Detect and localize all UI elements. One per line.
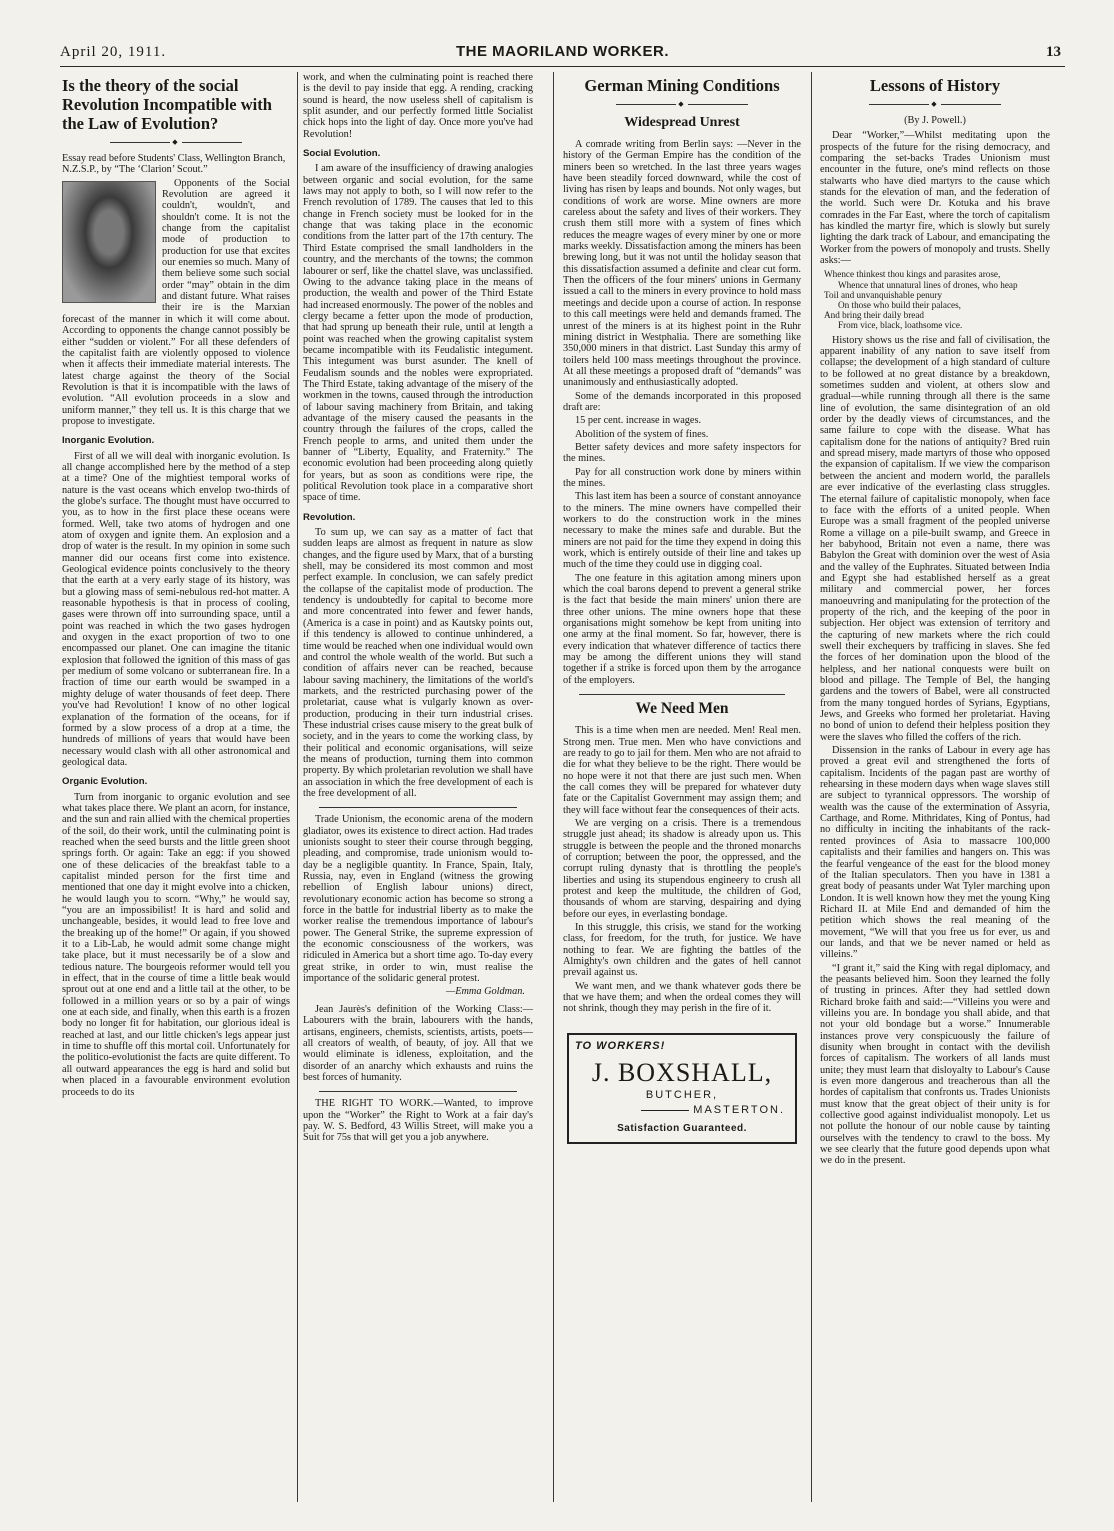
poem-line: From vice, black, loathsome vice. [838, 320, 963, 331]
classified-ad-text: THE RIGHT TO WORK.—Wanted, to improve upon the “Worker” the Right to Work at a fair day's pay. W. S. Bedford, 43 Willis Street, will make you a Suit for 75s that will get you a job anywhere. [303, 1098, 533, 1144]
paragraph: “I grant it,” said the King with regal diplomacy, and the peasants believed him. Soon they learned the folly of trusting in princes. After they had settled down Richard broke faith and said:—“Villeins you were and villeins you are. In bondage you shall abide, and that not your old bondage but a worse.” Innumerable instances prove very conspicuously the failure of disunity when brought in contact with the devilish forces of capitalism. The workers of all lands must unite; they must learn that disloyalty to Labour's Cause is even more dangerous and treacherous than all the hordes of capitalism that confronts us. Trades Unionists must know that the great object of their unity is for collective good against individualist monopoly. Let us not pollute the honour of our noble cause by tainting ourselves with the tendency to crawl to the boss. My we see clearly that the future good depends upon what we do in the present. [820, 962, 1050, 1167]
column-rule [553, 72, 554, 1502]
poem-line: On those who build their palaces, [838, 300, 961, 311]
ad-trade: BUTCHER, [645, 1089, 719, 1102]
page-header [60, 44, 1065, 67]
paragraph: We want men, and we thank whatever gods there be that we have them; and when the ordeal comes they will not shrink, though they may perish in the fire of it. [563, 980, 801, 1015]
paragraph: Trade Unionism, the economic arena of the modern gladiator, owes its existence to direct action. Had trades unionists sought to steer their course through begging, pleading, and compromise, trade unionism would to-day be a negligible quantity. In France, Spain, Italy, Russia, nay, even in England (witness the growing rebellion of English labour unions) direct, revolutionary economic action has become so strong a force in the battle for industrial liberty as to make the worker realise the tremendous importance of labour's power. The General Strike, the supreme expression of the economic consciousness of the workers, was ridiculed in America but a short time ago. To-day every great strike, in order to win, must realise the importance of the solidaric general protest. [303, 814, 533, 985]
article-title-we-need-men: We Need Men [635, 700, 729, 718]
paragraph: This last item has been a source of constant annoyance to the miners. The mine owners have compelled their workers to do the construction work in the mines necessary to make the mines safe and durable. But the miners are not paid for the time they expend in doing this work, which is entirely outside of their line and takes up much of the time they could use in digging coal. [563, 491, 801, 571]
article-intro: Essay read before Students' Class, Wellington Branch, N.Z.S.P., by “The ‘Clarion’ Scout.” [62, 153, 286, 176]
divider-ornament: ◆ [820, 99, 1050, 109]
paragraph: Jean Jaurès's definition of the Working Class:—Labourers with the brain, labourers with the hands, artisans, engineers, chemists, scientists, artists, poets—all creators of wealth, of beauty, of joy. All that we would eliminate is idleness, exploitation, and the disorder of an anarchy which exhausts and ruins the best forces of humanity. [303, 1003, 533, 1083]
masthead: THE MAORILAND WORKER. [456, 43, 669, 60]
divider-line [319, 807, 517, 808]
divider-ornament: ◆ [563, 99, 801, 109]
paragraph: This is a time when men are needed. Men! Real men. Strong men. True men. Men who have convictions and are ready to go to jail for them. Men who are not afraid to die for what they believe to be the right. There would be no hope were it not that there are just such men. When the call comes they will be prepared for whatever duty fate or the Capitalist Government may assign them; and they will face without fear the consequences of their acts. [563, 725, 801, 816]
article-title-german-mining: German Mining Conditions [584, 76, 780, 95]
paragraph: A comrade writing from Berlin says: —Never in the history of the German Empire has the condition of the miners been so wretched. In the last three years wages have been steadily forced downward, while the cost of living has risen by leaps and bounds. Not only wages, but conditions of work are worse. Mine owners are more careless about the safety and lives of their workers. They crush them still more with a system of fines which reduces the meagre wages of every miner by one or more marks weekly. Dissatisfaction among the miners has been brewing long, but it was not until the holiday season that this dissatisfaction assumed a definite and clear cut form. Then the officers of the four miners' unions in Germany issued a call to the miners in every province to hold mass meetings and decide upon a course of action. In response to this call meetings were held and demands framed. The unrest of the miners is at its highest point in the Ruhr mining district in Westphalia. There are something like 350,000 miners in that district. Last Sunday this army of toilers held 100 mass meetings throughout the province. At all these meetings a proposed draft of “demands” was unanimously and enthusiastically adopted. [563, 139, 801, 389]
article-subtitle: Widespread Unrest [624, 115, 740, 130]
paragraph: Dissension in the ranks of Labour in every age has proved a great evil and strengthened the forts of capitalism. Incidents of the pagan past are worthy of rehearsing in these modern days when wage slaves still are subject to tyrannical oppressors. The worship of wealth was the cause of the extermination of Assyria, Carthage, and Rome. Mithridates, King of Pontus, had no difficulty in inciting the inhabitants of the rack-rented provinces of Asia to massacre 100,000 capitalists and their families and hangers on. This was the fearful vengeance of the east for the blood money of the Italian speculators. Then you have in 1381 a great body of peasants under Wat Tyler marching upon London. It is well known how they met the young King Richard II. at Mile End and demanded of him the petition which shows the real meaning of the movement, “We will that you free us for ever, us and our lands, and that we be never named or held as villeins.” [820, 745, 1050, 961]
issue-date: April 20, 1911. [60, 44, 167, 60]
column-rule [811, 72, 812, 1502]
paragraph: We are verging on a crisis. There is a tremendous struggle just ahead; its shadow is already upon us. This struggle is between the people and the throned monarchs of corruption; between the poor, the oppressed, and the corrupt ruling dynasty that is throttling the people's liberties and using its stupendous engineery to crush all protest and keep the multitude, the children of God, thousands of whom are starving, despairing and dying before our eyes, in everlasting bondage. [563, 817, 801, 920]
article-title-evolution: Is the theory of the social Revolution Incompatible with the Law of Evolution? [62, 76, 272, 133]
demand-item: Pay for all construction work done by miners within the mines. [563, 466, 801, 489]
poem-line: And bring their daily bread [824, 310, 925, 321]
quote-attribution: —Emma Goldman. [446, 986, 525, 998]
paragraph: Dear “Worker,”—Whilst meditating upon the prospects of the future for the rising democracy, and comparing the set-backs Trades Unionism must encounter in the future, one's mind reflects on those stalwarts who have died martyrs to the cause which stands for the elevation of man, and the federation of the world. Such were Dr. Kotuka and his brave comrades in the Far East, where the torch of capitalism has kindled the martyr fire, which is slowly but surely lighting the dark track of Labour, and emancipating the Worker from the powers of monopoly and trusts. Shelly asks:— [820, 130, 1050, 267]
poem-quote [824, 269, 1050, 330]
paragraph: Some of the demands incorporated in this proposed draft are: [563, 390, 801, 413]
page-number: 13 [1046, 44, 1061, 60]
column-2 [303, 72, 533, 1502]
poem-line: Whence that unnatural lines of drones, who heap [838, 279, 1018, 290]
ad-town: MASTERTON. [579, 1105, 785, 1116]
column-4 [820, 72, 1050, 1502]
demand-item: 15 per cent. increase in wages. [575, 415, 702, 427]
butcher-advertisement [567, 1033, 797, 1144]
paragraph: work, and when the culminating point is reached there is the devil to pay inside that egg. A rending, cracking sound is heard, the now useless shell of capitalism is split asunder, and our perfectly formed little Socialist chick hops into the light of day. Once more you've had Revolution! [303, 72, 533, 140]
section-heading: Social Evolution. [303, 148, 381, 160]
column-1 [62, 72, 290, 1502]
poem-line: Whence thinkest thou kings and parasites arose, [824, 269, 1001, 280]
divider-ornament: ◆ [62, 137, 290, 147]
section-heading: Revolution. [303, 511, 356, 523]
paragraph: Opponents of the Social Revolution are agreed it couldn't, wouldn't, and shouldn't come. It is not the change from the capitalist mode of production to production for use that excites our enemies so much. Many of them believe some such social order “may” obtain in the dim and distant future. What raises their ire is the Marxian forecast of the manner in which it will come about. According to opponents the change cannot possibly be either “sudden or violent.” For all these defenders of the capitalist faith are violently opposed to violence when it affects their immediate material interests. The latest charge against the theory of the Social Revolution is that it is incompatible with the laws of evolution. “All evolution proceeds in a slow and uniform manner,” they tell us. It is this charge that we propose to investigate. [62, 177, 290, 427]
section-heading: Inorganic Evolution. [62, 435, 155, 447]
article-title-lessons-of-history: Lessons of History [869, 76, 1001, 95]
ad-business-name: J. BOXSHALL, [591, 1058, 773, 1088]
ad-tagline: Satisfaction Guaranteed. [617, 1122, 747, 1134]
byline: (By J. Powell.) [904, 115, 966, 126]
author-portrait-photo [62, 181, 156, 303]
column-3 [563, 72, 801, 1502]
divider-line [579, 694, 785, 695]
paragraph: Turn from inorganic to organic evolution and see what takes place there. We plant an acorn, for instance, and the sun and rain allied with the chemical properties of the soil, do their work, until the culminating point is reached when the seed bursts and the little green shoot springs forth. Or again: Take an egg: if you showed one of these delicacies of the breakfast table to a capitalist minded person for the first time and mentioned that one day it might evolve into a chicken, he would laugh you to scorn. “Why,” he would say, “you are an impossibilist! It is hard and solid and unchangeable, besides, it would lead to free love and the breaking up of the home!” Or again, if you showed it to a Lib-Lab, he would admit some change might take place, but it must necessarily be of a slow and tedious nature. The bourgeois reformer would tell you in effect, that in the course of time a little beak would sprout out at one end and a little tail at the other, to be followed in a million years or so by a pair of wings one at each side, and finally, when this earth is a frozen body no longer fit for habitation, our glorious ideal is reached at last, and our little chicken's legs appear just in time to shuffle off this mortal coil. Unfortunately for the politico-evolutionist the facts are quite different. To all outward appearances the egg is hard and solid but when placed in a favourable environment evolution proceeds to do its [62, 791, 290, 1098]
paragraph: First of all we will deal with inorganic evolution. Is all change accomplished here by the method of a step at a time? One of the mightiest temporal works of nature is the vast oceans which envelop two-thirds of the globe's surface. The thought must have occurred to you, as to how in the first place these oceans were formed. Well, take two atoms of hydrogen and one atom of oxygen and ignite them. An explosion and a drop of water is the result. In my opinion in some such manner did our oceans first come into existence. Geological evidence points conclusively to the theory that the earth at a very early stage of its history, was but a glowing mass of semi-nebulous red-hot matter. A reasonable hypothesis is that in process of cooling, gases were thrown off into surrounding space, until a point was reached in which the two gases hydrogen and oxygen in the exact proportion of two to one encompassed our planet. One can imagine the titanic explosion that followed the ignition of this mass of gas per medium of some volcano or subterranean fire. In a fraction of time our earth would be swamped in a mighty deluge of water thousands of feet deep. There you've had Revolution! I know of no other logical explanation of the formation of the oceans, for if formed by a slow process of a drop at a time, the hundreds of millions of years that would have been necessary would clash with all other astronomical and geological data. [62, 450, 290, 768]
paragraph: I am aware of the insufficiency of drawing analogies between organic and social evolution, for the same laws may not apply to both, so I will now refer to the French revolution of 1789. The causes that led to this change in French society must be looked for in the change that was taking place in the economic conditions from the latter part of the 17th century. The Third Estate comprised the small landholders in the country, and the merchants of the towns; the common labourer or serf, like the chattel slave, was unclassified. Owing to the advance taking place in the means of production, the wealth and power of the Third Estate had increased enormously. The power of the nobles and clergy became a fetter upon the mode of production, that had sprung up beneath their rule, until at length a point was reached when the growing capitalist system became incompatible with its Feudalistic integument. This integument was burst asunder. The knell of Feudalism sounds and the nobles were expropriated. The Third Estate, taking advantage of the misery of the workmen in the towns, caused through the introduction of labour saving machinery from Britain, and taking advantage of the misery caused the peasants in the country through the failures of the crops, called the French people to arms, and united them under the banner of “Liberty, Equality, and Fraternity.” The economic evolution had been proceeding along quietly for years, but as soon as conditions were ripe, the political Revolution took place in a comparative short space of time. [303, 163, 533, 504]
demand-item: Better safety devices and more safety inspectors for the mines. [563, 441, 801, 465]
divider-line [319, 1091, 517, 1092]
paragraph: In this struggle, this crisis, we stand for the working class, for freedom, for the truth, for justice. We have nothing to fear. We are fighting the battles of the Almighty's own children and the gates of hell cannot prevail against us. [563, 922, 801, 979]
section-heading: Organic Evolution. [62, 776, 148, 788]
paragraph: To sum up, we can say as a matter of fact that sudden leaps are almost as frequent in nature as slow changes, and the figure used by Marx, that of a bursting shell, may be considered its most common and most perfect example. In conclusion, we can safely predict the collapse of the capitalist mode of production. The tendency is undoubtedly for capital to become more and more concentrated into fewer and fewer hands, (America is a case in point) and as Kautsky points out, if this tendency is allowed to continue unhindered, a time would be reached when one individual would own and control the whole wealth of the world. But such a condition of affairs never can be reached, because labour saving machinery, the limitations of the world's markets, and the restricted purchasing power of the proletariat, cause what is vulgarly known as over-production, producing in their turn industrial crises. These industrial crises cause misery to the great bulk of society, and in the years to come the working class, by their political and economic organisations, will seize the means of production, turning them into common property. By which proletarian revolution we shall have an association in which the free development of each is the free development of all. [303, 527, 533, 799]
demand-item: Abolition of the system of fines. [575, 428, 709, 440]
poem-line: Toil and unvanquishable penury [824, 289, 943, 300]
paragraph: History shows us the rise and fall of civilisation, the apparent inability of any nation to save itself from collapse; the development of a high standard of culture to be followed at no great distance by a breakdown, sometimes sudden and violent, at others slow and gradual—while running through all there is the same line of evolution, the same disintegration of an old order by the deadly views of circumstances, and the same failure to cope with the disease. What has capitalism done for the nations of antiquity? Bred ruin and spread misery, made martyrs of those who opposed the expansion of capitalism. If we view the comparison between the ancient and modern world, the parallels are ever indicative of the everlasting class struggles. The eternal failure of capitalistic monopoly, when face to face with the efforts of a united people. When Europe was a small fragment of the peopled universe Rome a village on a pile-built swamp, and Greece in her babyhood, Britain not even a name, there was Babylon the Great with dominion over the west of Asia and the valley of the Euphrates. Situated between India and Egypt she had established herself as a great military and commercial power, her forces manoeuvring and manipulating for the protection of the property of the rich, and the keeping of the poor in subjection. Her object was extension of territory and the capturing of new markets where the rich could swell their exchequers by trafficing in slaves. She fed the forces of her domination upon the blood of the helpless, and her national conquests were built on blood and pillage. The Temple of Bel, the hanging gardens and the towers of Babel, were all constructed from the many tongued hordes of Syrians, Egyptians, Jews, and Greeks who formed her proletariat. Having no bond of union to defend their helpless position they were the slaves who filled the coffers of the rich. [820, 334, 1050, 743]
paragraph: The one feature in this agitation among miners upon which the coal barons depend to prevent a general strike is the fact that beside the main miners' union there are three other unions. The mine owners hope that these organisations might somehow be kept from uniting into one army at the final moment. So far, however, there is every indication that whatever difference of tactics there may be among the different unions they will stand together if a strike is forced upon them by the arrogance of the employers. [563, 572, 801, 686]
ad-headline: TO WORKERS! [575, 1039, 666, 1052]
column-rule [297, 72, 298, 1502]
